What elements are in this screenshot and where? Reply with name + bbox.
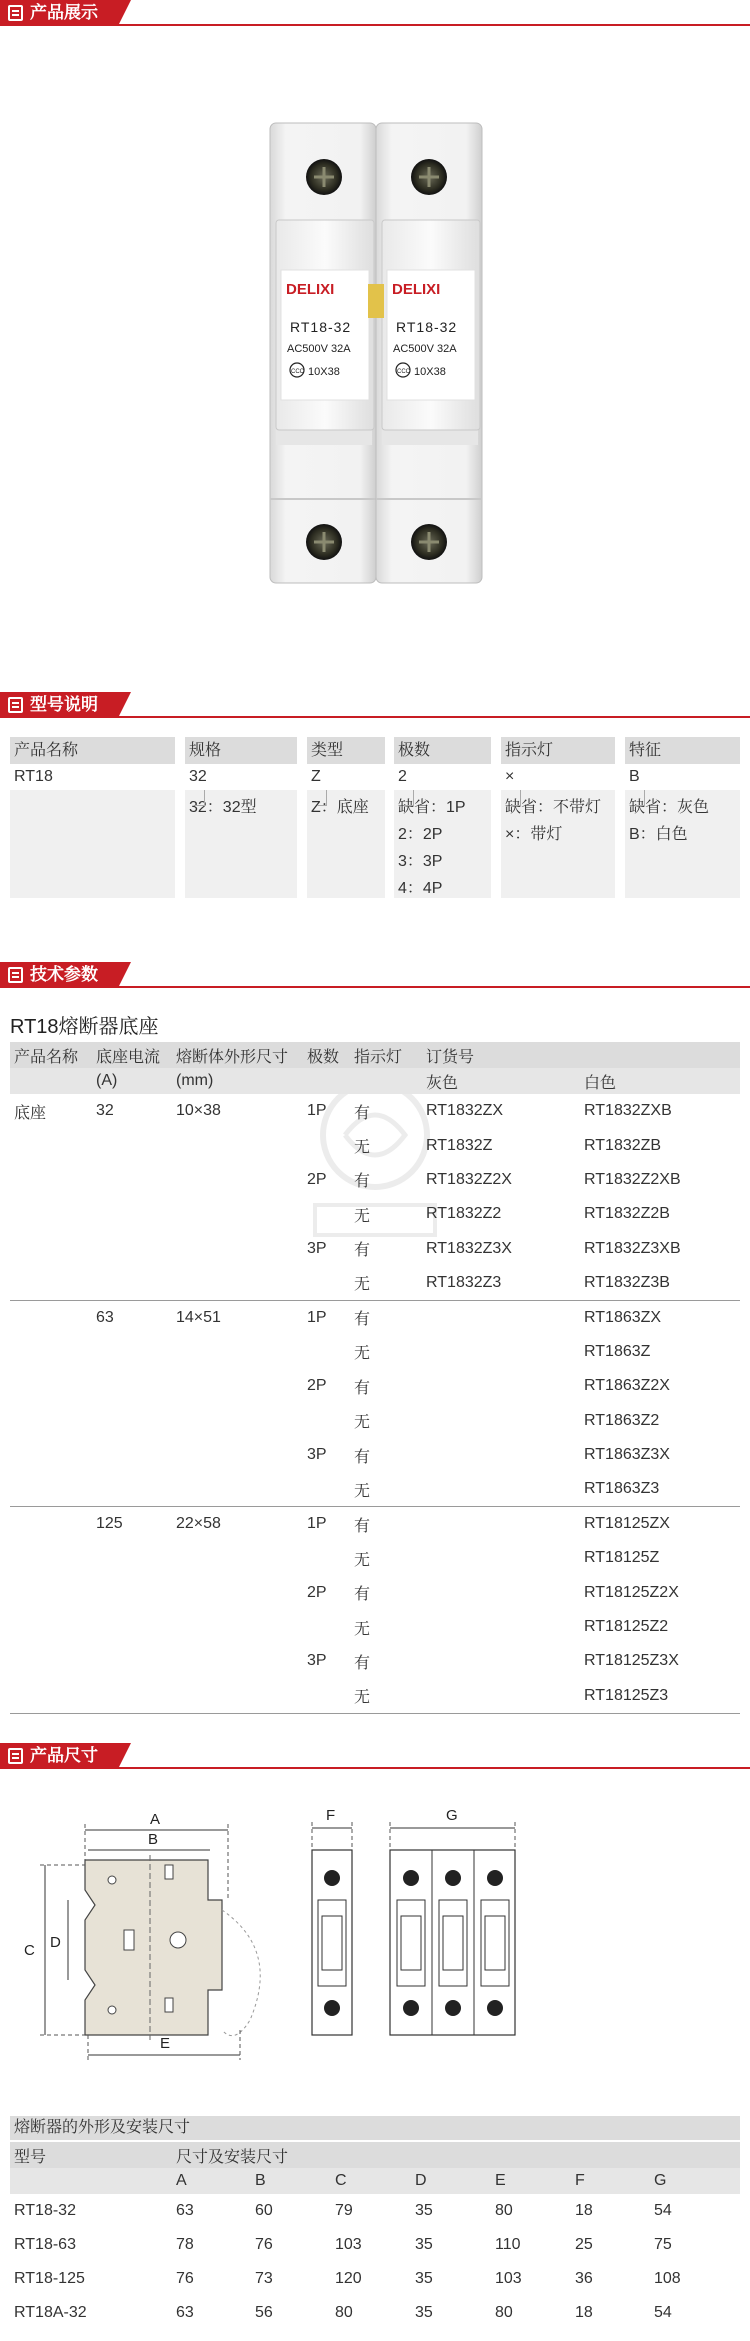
table-row [10,1404,740,1438]
cell-dim: 63 [176,2304,194,2321]
cell-current [92,1472,172,1506]
cell-size [172,1197,303,1231]
cell-name [10,1335,92,1369]
cert-text: CCC [291,369,304,375]
cell-size [172,1266,303,1300]
col-dim-c: C [331,2168,411,2194]
cell-white: RT1863Z [584,1342,651,1360]
model-column [394,737,491,898]
cell-light: 无 [354,1345,371,1363]
cell-light: 无 [350,1679,422,1713]
section-tag [0,1743,118,1769]
model-column-value: 32 [189,768,207,785]
dimension-table [10,2142,740,2330]
cell-size: 22×58 [176,1515,221,1533]
cell-poles: 3P [307,1239,327,1257]
cell-name [10,1404,92,1438]
tech-table-title: RT18熔断器底座 [10,1016,159,1038]
cell-current [92,1232,172,1266]
cell-white: RT1863ZX [584,1308,662,1326]
cell-white: RT1832Z2B [584,1205,670,1223]
table-row [10,2262,740,2296]
table-row [10,1266,740,1300]
table-row [10,1128,740,1162]
cell-dim: 18 [575,2202,593,2219]
rating-text: AC500V 32A [287,343,351,355]
cell-white: RT18125Z [584,1549,660,1567]
cell-dim: 35 [415,2202,433,2219]
cell-light: 有 [354,1586,371,1604]
cell-dim: 54 [654,2202,672,2219]
cell-poles: 1P [307,1308,327,1326]
front-view-single [312,1807,352,2035]
table-row [10,1094,740,1128]
cell-dim: 25 [575,2236,593,2253]
col-gray: 灰色 [422,1068,580,1094]
product-photo [0,60,750,640]
cell-light: 有 [354,1242,371,1260]
table-header-row [10,2142,740,2168]
cell-poles [303,1128,350,1162]
cell-white: RT1832Z2XB [584,1170,681,1188]
cell-current [92,1266,172,1300]
cell-gray [422,1679,580,1713]
detail-line: 3：3P [398,853,443,870]
cell-name [10,1610,92,1644]
cell-dim: 79 [335,2202,353,2219]
cell-current [92,1404,172,1438]
cell-dim: 80 [495,2304,513,2321]
cell-poles [303,1679,350,1713]
cell-name [10,1507,92,1541]
cell-light: 有 [354,1517,371,1535]
section-header-model [0,692,750,718]
cell-dim: 35 [415,2236,433,2253]
cell-current: 32 [96,1102,114,1120]
cell-dim: 76 [255,2236,273,2253]
detail-line: 32：32型 [189,799,257,816]
cell-current [92,1541,172,1575]
table-row [10,1197,740,1231]
cell-model: RT18-125 [14,2270,85,2287]
cell-white: RT1863Z2 [584,1411,660,1429]
cell-poles: 2P [307,1377,327,1395]
col-dim-f: F [571,2168,650,2194]
cell-size [172,1575,303,1609]
cell-dim: 120 [335,2270,362,2287]
cell-poles: 1P [307,1102,327,1120]
table-row [10,1438,740,1472]
cell-light: 无 [350,1472,422,1506]
cell-current: 125 [96,1515,123,1533]
cell-poles: 3P [307,1446,327,1464]
section-header-dimensions [0,1743,750,1769]
cell-dim: 76 [176,2270,194,2287]
cell-gray [422,1644,580,1678]
table-row [10,2296,740,2330]
cell-dim: 108 [654,2270,681,2287]
detail-line: B：白色 [629,826,688,843]
cell-poles [303,1335,350,1369]
connection-bar [368,284,384,318]
cell-light: 无 [350,1266,422,1300]
cell-current: 63 [96,1308,114,1326]
model-column [625,737,740,898]
cell-size [172,1404,303,1438]
table-header-row [10,1042,740,1068]
cell-gray [422,1438,580,1472]
cell-poles [303,1404,350,1438]
connector-line [195,790,205,806]
detail-line: 缺省：不带灯 [505,799,602,816]
dim-table-caption: 熔断器的外形及安装尺寸 [10,2116,740,2140]
cell-gray [422,1335,580,1369]
cell-size [172,1679,303,1713]
col-poles: 极数 [303,1042,350,1068]
cell-light: 有 [354,1173,371,1191]
connector-line [635,790,645,806]
cell-light: 有 [354,1448,371,1466]
model-column [10,737,175,898]
cell-name [10,1541,92,1575]
model-column [185,737,297,898]
section-header-tech [0,962,750,988]
cell-size [172,1610,303,1644]
cell-poles [303,1472,350,1506]
cell-name [10,1679,92,1713]
col-size-unit: (mm) [172,1068,303,1094]
cell-dim: 36 [575,2270,593,2287]
cell-white: RT1832Z3XB [584,1239,681,1257]
cell-light: 有 [354,1654,371,1672]
section-header-product-display [0,0,750,26]
cell-light: 有 [354,1104,371,1122]
section-tag [0,0,118,26]
col-white: 白色 [580,1068,740,1094]
col-dim-d: D [411,2168,491,2194]
model-column-value: 2 [398,768,407,785]
model-text: RT18-32 [290,319,352,335]
cell-white: RT18125Z2X [584,1583,679,1601]
section-title: 产品展示 [30,3,98,22]
cell-light: 无 [354,1551,371,1569]
cell-white: RT1832ZXB [584,1102,672,1120]
cell-dim: 73 [255,2270,273,2287]
cell-name [10,1163,92,1197]
document-icon [8,5,23,21]
col-model: 型号 [10,2142,172,2168]
model-column-value: RT18 [14,768,53,785]
table-row [10,2228,740,2262]
detail-line: Z：底座 [311,799,369,816]
model-column-head: 指示灯 [501,737,615,764]
cell-model: RT18-63 [14,2236,76,2253]
connector-line [404,790,414,806]
cell-size [172,1128,303,1162]
col-dim-a: A [172,2168,251,2194]
model-column-head: 规格 [185,737,297,764]
model-column-head: 产品名称 [10,737,175,764]
col-dim-b: B [251,2168,331,2194]
model-column-detail [10,790,175,898]
cell-poles [303,1197,350,1231]
cell-gray [422,1610,580,1644]
cell-dim: 56 [255,2304,273,2321]
connector-line [317,790,327,806]
table-row [10,1163,740,1197]
col-dim-g: G [650,2168,740,2194]
brand-text: DELIXI [392,281,441,298]
cell-size [172,1335,303,1369]
col-light: 指示灯 [350,1042,422,1068]
model-column [501,737,615,898]
cell-light: 无 [354,1207,371,1225]
cell-gray [422,1369,580,1403]
cell-size [172,1644,303,1678]
cell-gray [422,1404,580,1438]
cell-name [10,1438,92,1472]
cell-model: RT18A-32 [14,2304,87,2321]
cell-size [172,1472,303,1506]
dim-label-g: G [446,1807,458,1824]
cell-model: RT18-32 [14,2202,76,2219]
col-current: 底座电流 [92,1042,172,1068]
cell-dim: 75 [654,2236,672,2253]
cell-white: RT18125Z3 [580,1679,740,1713]
cell-name: 底座 [14,1104,47,1122]
table-subheader-row [10,2168,740,2194]
model-column-head: 极数 [394,737,491,764]
table-row [10,1369,740,1403]
cell-dim: 60 [255,2202,273,2219]
table-row [10,1541,740,1575]
cell-poles: 3P [307,1652,327,1670]
cell-current [92,1197,172,1231]
front-view-triple [390,1807,515,2035]
cell-white: RT18125Z3X [584,1652,679,1670]
cell-name [10,1472,92,1506]
cell-current [92,1575,172,1609]
cell-white: RT18125ZX [584,1515,670,1533]
table-row [10,2194,740,2228]
cell-dim: 18 [575,2304,593,2321]
model-column-head: 特征 [625,737,740,764]
brand-text: DELIXI [286,281,335,298]
cell-dim: 80 [495,2202,513,2219]
cell-light: 无 [354,1414,371,1432]
table-row [10,1472,740,1506]
cell-current [92,1644,172,1678]
model-column-detail [625,790,740,898]
section-title: 技术参数 [30,965,98,984]
table-row [10,1610,740,1644]
cell-dim: 103 [335,2236,362,2253]
cell-current [92,1128,172,1162]
dimension-drawing [0,1790,750,2090]
model-column [307,737,385,898]
cell-white: RT1863Z2X [584,1377,670,1395]
dim-label-e: E [160,2035,171,2052]
cell-size: 10×38 [176,1102,221,1120]
dim-label-a: A [150,1811,161,1828]
table-row [10,1300,740,1334]
cell-name [10,1266,92,1300]
size-text: 10X38 [308,366,340,378]
model-text: RT18-32 [396,319,458,335]
cell-size: 14×51 [176,1308,221,1326]
model-column-detail [501,790,615,898]
cell-dim: 54 [654,2304,672,2321]
table-subheader-row [10,1068,740,1094]
cell-size [172,1163,303,1197]
cell-dim: 35 [415,2304,433,2321]
dim-label-d: D [50,1934,61,1951]
cell-gray: RT1832Z3X [426,1239,512,1257]
cell-size [172,1232,303,1266]
col-size: 熔断体外形尺寸 [172,1042,303,1068]
cell-current [92,1369,172,1403]
cell-size [172,1438,303,1472]
rating-text: AC500V 32A [393,343,457,355]
detail-line: 2：2P [398,826,443,843]
cell-current [92,1335,172,1369]
cell-poles: 2P [307,1170,327,1188]
col-current-unit: (A) [92,1068,172,1094]
detail-line: 4：4P [398,880,443,897]
model-column-detail [185,790,297,898]
col-dims: 尺寸及安装尺寸 [172,2142,740,2168]
cell-gray: RT1832Z2 [426,1205,502,1223]
table-row [10,1335,740,1369]
cell-current [92,1679,172,1713]
col-order: 订货号 [422,1042,740,1068]
detail-line: 缺省：1P [398,799,466,816]
col-product-name: 产品名称 [10,1042,92,1068]
model-column-value: B [629,768,640,785]
cell-name [10,1369,92,1403]
cell-name [10,1232,92,1266]
cell-name [10,1197,92,1231]
cell-size [172,1541,303,1575]
cell-dim: 78 [176,2236,194,2253]
table-row [10,1507,740,1541]
detail-line: ×：带灯 [505,826,563,843]
cell-white: RT1863Z3 [580,1472,740,1506]
section-title: 型号说明 [30,695,98,714]
document-icon [8,967,23,983]
side-view [24,1811,260,2060]
col-dim-e: E [491,2168,571,2194]
dim-label-b: B [148,1831,159,1848]
cell-poles [303,1610,350,1644]
dim-label-c: C [24,1942,35,1959]
cell-dim: 63 [176,2202,194,2219]
cell-gray [422,1575,580,1609]
cell-gray: RT1832Z [426,1136,493,1154]
document-icon [8,1748,23,1764]
cell-light: 有 [354,1311,371,1329]
model-column-head: 类型 [307,737,385,764]
cell-light: 无 [354,1139,371,1157]
cell-white: RT1832ZB [584,1136,662,1154]
model-column-value: × [505,768,515,785]
cell-name [10,1575,92,1609]
model-column-detail [307,790,385,898]
connector-line [511,790,521,806]
cell-gray [422,1472,580,1506]
cell-gray [422,1300,580,1334]
cell-poles [303,1541,350,1575]
document-icon [8,697,23,713]
model-column-value: Z [311,768,321,785]
cell-white: RT1863Z3X [584,1446,670,1464]
cell-name [10,1644,92,1678]
table-row [10,1679,740,1713]
section-title: 产品尺寸 [30,1746,98,1765]
cell-light: 无 [354,1620,371,1638]
cell-white: RT18125Z2 [584,1618,669,1636]
cell-gray: RT1832ZX [426,1102,504,1120]
cell-size [172,1369,303,1403]
cell-gray [422,1507,580,1541]
cell-gray: RT1832Z2X [426,1170,512,1188]
cell-dim: 110 [495,2236,521,2253]
cell-light: 有 [354,1379,371,1397]
cell-poles: 2P [307,1583,327,1601]
table-row [10,1232,740,1266]
section-tag [0,692,118,718]
cell-name [10,1300,92,1334]
size-text: 10X38 [414,366,446,378]
cell-current [92,1438,172,1472]
cell-poles: 1P [307,1515,327,1533]
detail-line: 缺省：灰色 [629,799,710,816]
cell-dim: 103 [495,2270,522,2287]
cell-name [10,1128,92,1162]
cell-gray [422,1541,580,1575]
model-column-detail [394,790,491,898]
cell-current [92,1163,172,1197]
table-row [10,1575,740,1609]
table-row [10,1644,740,1678]
cell-gray: RT1832Z3 [422,1266,580,1300]
cell-current [92,1610,172,1644]
cell-dim: 80 [335,2304,353,2321]
cert-text: CCC [397,369,410,375]
tech-params-table [10,1042,740,1714]
cell-poles [303,1266,350,1300]
cell-white: RT1832Z3B [580,1266,740,1300]
cell-dim: 35 [415,2270,433,2287]
section-tag [0,962,118,988]
dim-label-f: F [326,1807,336,1824]
